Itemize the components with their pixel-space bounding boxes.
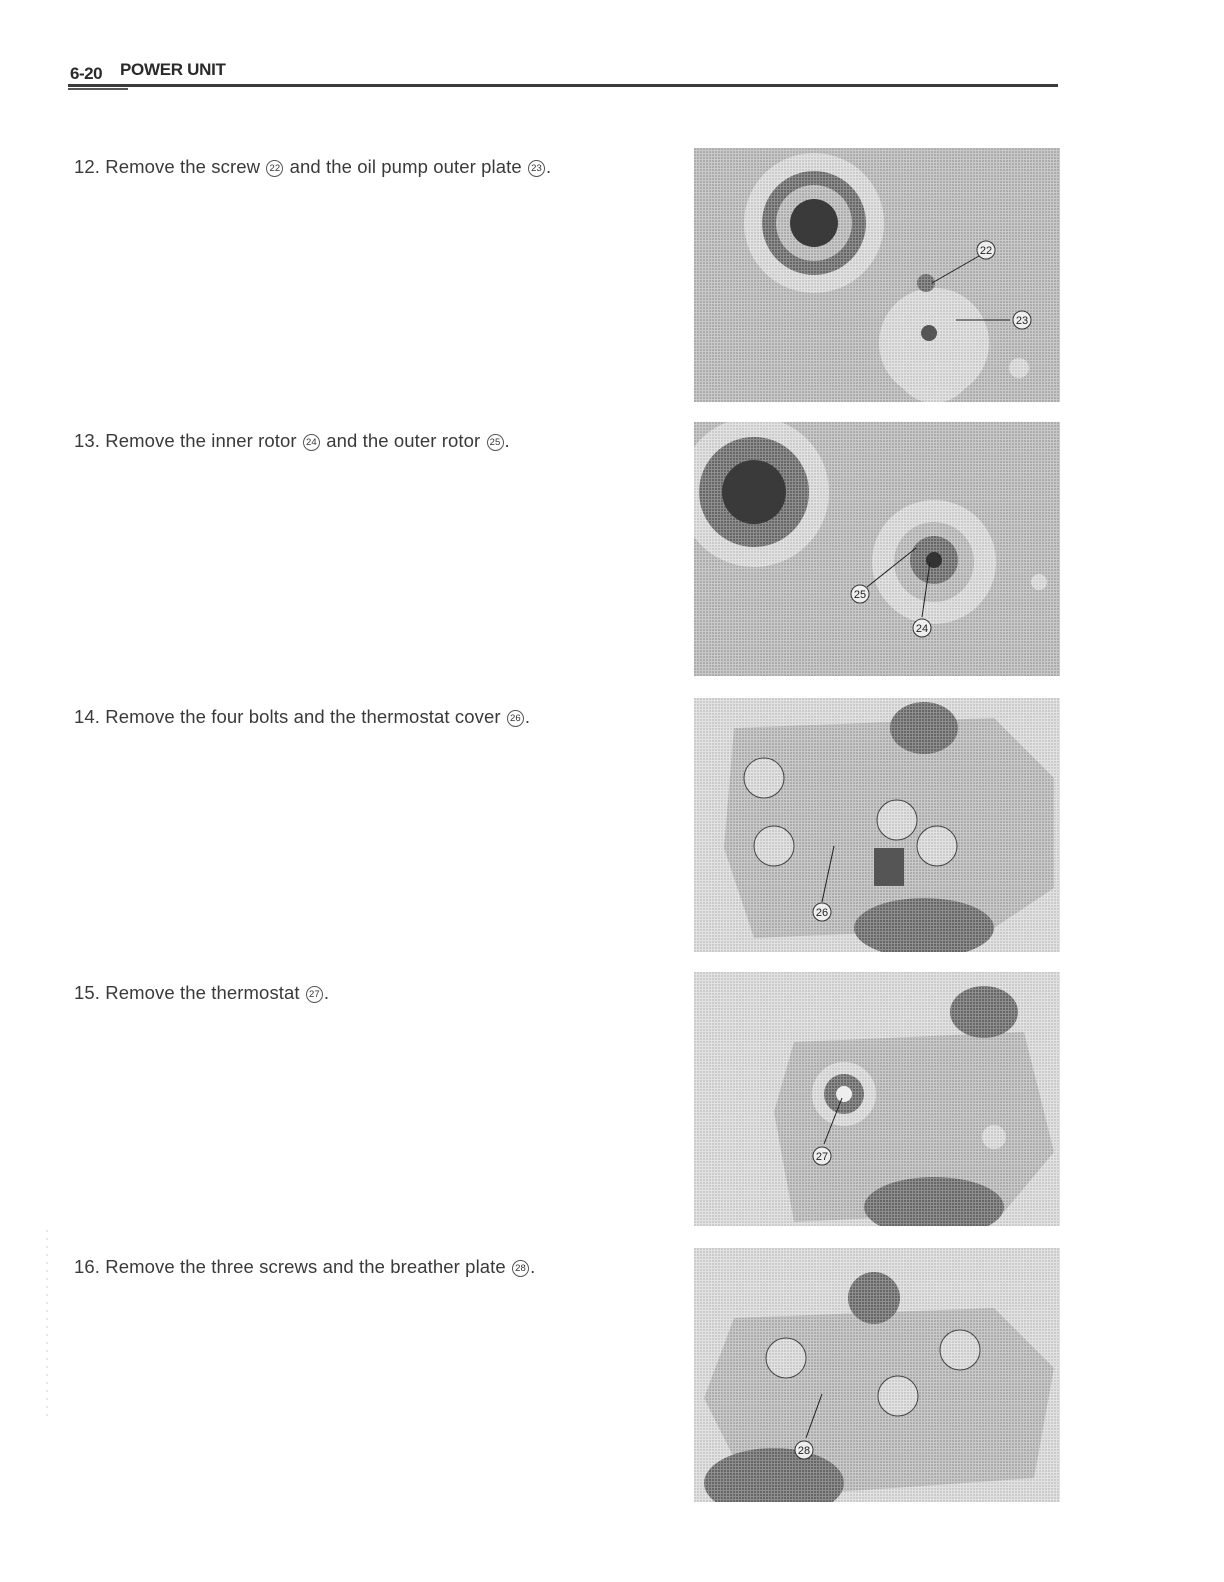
photo-thermostat-cover	[694, 698, 1060, 952]
step-number: 12.	[74, 156, 101, 177]
step-14	[74, 706, 634, 728]
callout-ref: 28	[512, 1260, 529, 1277]
photo-thermostat	[694, 972, 1060, 1226]
step-text: Remove the screw	[105, 156, 261, 177]
step-period: .	[323, 982, 330, 1003]
callout-ref: 24	[303, 434, 320, 451]
step-number: 14.	[74, 706, 101, 727]
step-13	[74, 430, 634, 452]
step-text: and the oil pump outer plate	[289, 156, 522, 177]
callout-ref: 26	[507, 710, 524, 727]
step-text: Remove the four bolts and the thermostat cover	[105, 706, 501, 727]
step-period: .	[545, 156, 552, 177]
photo-callout: 23	[1015, 315, 1029, 327]
step-text: Remove the three screws and the breather plate	[105, 1256, 506, 1277]
section-title: POWER UNIT	[120, 60, 226, 79]
step-number: 15.	[74, 982, 101, 1003]
step-number: 13.	[74, 430, 101, 451]
photo-callout: 27	[815, 1151, 829, 1163]
step-12	[74, 156, 634, 178]
step-16	[74, 1256, 634, 1278]
step-period: .	[504, 430, 510, 451]
photo-callout: 26	[815, 907, 829, 919]
callout-ref: 25	[487, 434, 504, 451]
header-rule	[68, 84, 1058, 87]
step-text: Remove the inner rotor	[105, 430, 297, 451]
step-number: 16.	[74, 1256, 101, 1277]
callout-ref: 23	[528, 160, 545, 177]
header-rule-accent	[68, 88, 128, 90]
photo-callout: 22	[979, 245, 993, 257]
page-number: 6-20	[70, 64, 103, 83]
photo-rotors	[694, 422, 1060, 676]
binding-marks	[40, 1230, 54, 1420]
photo-callout: 24	[915, 623, 929, 635]
step-15	[74, 982, 634, 1004]
photo-callout: 25	[853, 589, 867, 601]
callout-ref: 27	[306, 986, 323, 1003]
photo-callout: 28	[797, 1445, 811, 1457]
step-period: .	[524, 706, 531, 727]
photo-breather-plate	[694, 1248, 1060, 1502]
step-period: .	[530, 1256, 536, 1277]
photo-oil-pump-outer-plate	[694, 148, 1060, 402]
callout-ref: 22	[266, 160, 283, 177]
step-text: and the outer rotor	[326, 430, 481, 451]
step-text: Remove the thermostat	[105, 982, 300, 1003]
page-header	[68, 56, 1058, 90]
